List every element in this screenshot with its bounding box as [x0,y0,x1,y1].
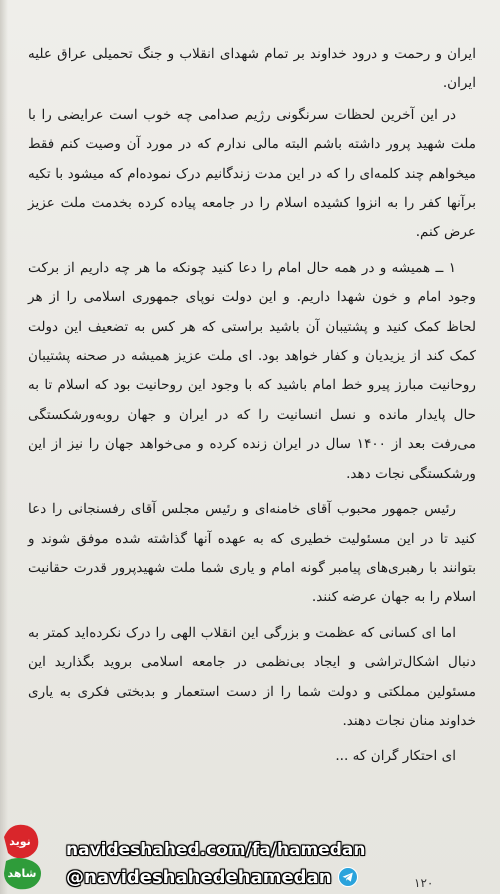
document-body [28,40,476,772]
page-number: ۱۲۰ [414,876,434,890]
watermark-handle-text[interactable]: @navideshahedehamedan [66,866,332,888]
paragraph-intro: ایران و رحمت و درود خداوند بر تمام شهدای انقلاب و جنگ تحمیلی عراق علیه ایران. [28,46,476,92]
paragraph-leaders: رئیس جمهور محبوب آقای خامنه‌ای و رئیس مجلس آقای رفسنجانی را دعا کنید تا در این مسئولیت خطیری که به عهده آنها گذاشته شده موفق شوند و بتوانند با رهبری‌های پیامبر گونه امام و یاری شما ملت شهیدپرور قدرت حقانیت اسلام را به جهان عرضه کنند. [28,501,476,606]
svg-text:نوید: نوید [9,835,31,848]
watermark-url-text[interactable]: navideshahed.com/fa/hamedan [66,840,366,860]
svg-text:شاهد: شاهد [7,867,37,880]
watermark-url[interactable] [66,837,365,863]
watermark-handle[interactable] [66,864,358,890]
navideshahed-logo [0,817,60,894]
paragraph-point-one: ۱ ــ همیشه و در همه حال امام را دعا کنید چونکه ما هر چه داریم از برکت وجود امام و خون شهدا داریم. و این دولت نوپای جمهوری اسلامی را از هر لحاظ کمک کنید و پشتیبان آن باشید براستی که هر کس به تضعیف این دولت کمک کند از یزیدیان و کفار خواهد بود. ای ملت عزیز همیشه در صحنه پشتیبان روحانیت مبارز پیرو خط امام باشید که با وجود این روحانیت بود که اسلام تا به حال پایدار مانده و نسل انسانیت را که در ایران و جهان روبه‌ورشکستگی می‌رفت بعد از ۱۴۰۰ سال در ایران زنده کرده و می‌خواهد جهان را نیز از این ورشکستگی نجات دهد. [28,259,477,482]
paragraph-last-moments: در این آخرین لحظات سرنگونی رژیم صدامی چه خوب است عرایضی را با ملت شهید پرور داشته باشم البته مالی ندارم که در مورد آن وصیت کنم فقط میخواهم چند کلمه‌ای را که در این مدت زندگانیم درک نموده‌ام که میشود با تکیه برآنها کفر را به انزوا کشیده اسلام را در جامعه پیاده کرده بخدمت ملت عزیز عرض کنم. [28,106,476,241]
scan-shadow-edge [0,0,8,894]
telegram-icon[interactable] [338,867,358,887]
paragraph-warning: اما ای کسانی که عظمت و بزرگی این انقلاب الهی را درک نکرده‌اید کمتر به دنبال اشکال‌تراشی و ایجاد بی‌نظمی در جامعه اسلامی بروید بگذارید این مسئولین مملکتی و دولت شما را از دست استعمار و بدبختی فکری به یاری خداوند منان نجات دهند. [28,624,476,729]
paragraph-hoarders: ای احتکار گران که ... [335,748,456,765]
